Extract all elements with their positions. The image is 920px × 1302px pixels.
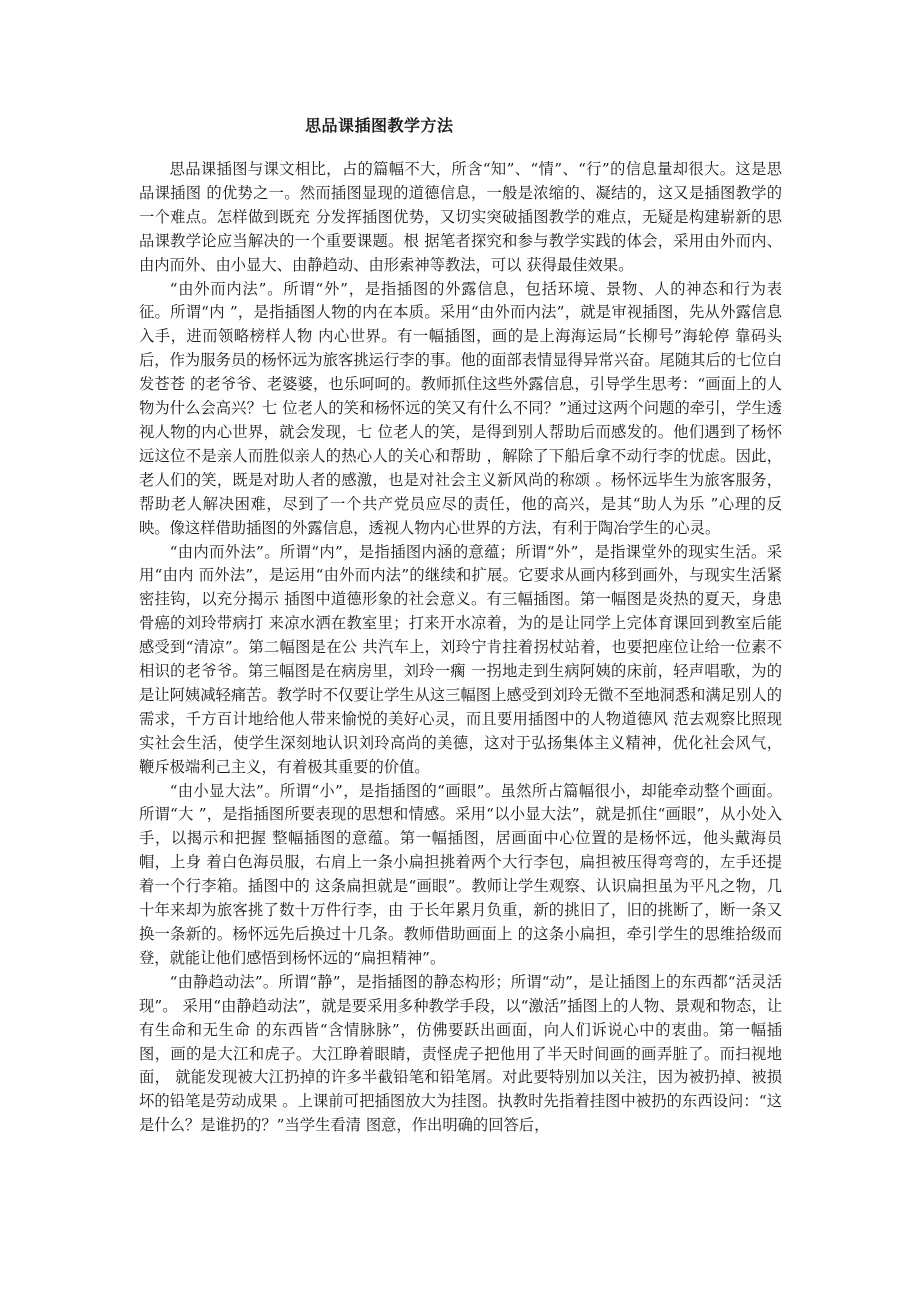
paragraph-inside-out: “由内而外法”。所谓“内”，是指插图内涵的意蕴；所谓“外”，是指课堂外的现实生活。采用“由内 而外法”，是运用“由外而内法”的继续和扩展。它要求从画内移到画外，与现实生活紧密挂钩，以充分揭示 插图中道德形象的社会意义。有三幅插图。第一幅图是炎热的夏天，身患骨癌的刘玲带病打 来凉水洒在教室里；打来开水凉着，为的是让同学上完体育课回到教室后能感受到“清凉”。第二幅图是在公 共汽车上，刘玲宁肯拄着拐杖站着，也要把座位让给一位素不相识的老爷爷。第三幅图是在病房里，刘玲一瘸 一拐地走到生病阿姨的床前，轻声唱歌，为的是让阿姨减轻痛苦。教学时不仅要让学生从这三幅图上感受到刘玲无微不至地洞悉和满足别人的需求，千方百计地给他人带来愉悦的美好心灵，而且要用插图中的人物道德风 范去观察比照现实社会生活，使学生深刻地认识刘玲高尚的美德，这对于弘扬集体主义精神，优化社会风气， 鞭斥极端利己主义，有着极其重要的价值。 bbox=[139, 542, 782, 776]
paragraph-static-to-dynamic: “由静趋动法”。所谓“静”，是指插图的静态构形；所谓“动”，是让插图上的东西都“活灵活现”。 采用“由静趋动法”，就是要采用多种教学手段，以“激活”插图上的人物、景观和物态，让有生命和无生命 的东西皆“含情脉脉”，仿佛要跃出画面，向人们诉说心中的衷曲。第一幅插图，画的是大江和虎子。大江睁着眼睛，责怪虎子把他用了半天时间画的画弄脏了。而扫视地面， 就能发现被大江扔掉的许多半截铅笔和铅笔屑。对此要特别加以关注，因为被扔掉、被损坏的铅笔是劳动成果 。上课前可把插图放大为挂图。执教时先指着挂图中被扔的东西设问：“这是什么？是谁扔的？”当学生看清 图意，作出明确的回答后， bbox=[139, 972, 782, 1135]
paragraph-intro: 思品课插图与课文相比，占的篇幅不大，所含“知”、“情”、“行”的信息量却很大。这是思品课插图 的优势之一。然而插图显现的道德信息，一般是浓缩的、凝结的，这又是插图教学的一个难点。怎样做到既充 分发挥插图优势，又切实突破插图教学的难点，无疑是构建崭新的思品课教学论应当解决的一个重要课题。根 据笔者探究和参与教学实践的体会，采用由外而内、由内而外、由小显大、由静趋动、由形索神等教法，可以 获得最佳效果。 bbox=[139, 160, 782, 274]
document-body bbox=[139, 158, 782, 1138]
document-title: 思品课插图教学方法 bbox=[305, 116, 454, 135]
paragraph-outside-in: “由外而内法”。所谓“外”，是指插图的外露信息，包括环境、景物、人的神态和行为表征。所谓“内 ”，是指插图人物的内在本质。采用“由外而内法”，就是审视插图，先从外露信息入手，进而领略榜样人物 内心世界。有一幅插图，画的是上海海运局“长柳号”海轮停 靠码头后，作为服务员的杨怀远为旅客挑运行李的事。他的面部表情显得异常兴奋。尾随其后的七位白发苍苍 的老爷爷、老婆婆，也乐呵呵的。教师抓住这些外露信息，引导学生思考：“画面上的人物为什么会高兴？七 位老人的笑和杨怀远的笑又有什么不同？”通过这两个问题的牵引，学生透视人物的内心世界，就会发现，七 位老人的笑，是得到别人帮助后而感发的。他们遇到了杨怀远这位不是亲人而胜似亲人的热心人的关心和帮助 ，解除了下船后拿不动行李的忧虑。因此，老人们的笑，既是对助人者的感激，也是对社会主义新风尚的称颂 。杨怀远毕生为旅客服务，帮助老人解决困难，尽到了一个共产党员应尽的责任，他的高兴，是其“助人为乐 ”心理的反映。像这样借助插图的外露信息，透视人物内心世界的方法，有利于陶冶学生的心灵。 bbox=[139, 279, 782, 537]
paragraph-small-to-large: “由小显大法”。所谓“小”，是指插图的“画眼”。虽然所占篇幅很小，却能牵动整个画面。所谓“大 ”，是指插图所要表现的思想和情感。采用“以小显大法”，就是抓住“画眼”，从小处入手，以揭示和把握 整幅插图的意蕴。第一幅插图，居画面中心位置的是杨怀远，他头戴海员帽，上身 着白色海员服，右肩上一条小扁担挑着两个大行李包，扁担被压得弯弯的，左手还提着一个行李箱。插图中的 这条扁担就是“画眼”。教师让学生观察、认识扁担虽为平凡之物，几十年来却为旅客挑了数十万件行李，由 于长年累月负重，新的挑旧了，旧的挑断了，断一条又换一条新的。杨怀远先后换过十几条。教师借助画面上 的这条小扁担，牵引学生的思维拾级而登，就能让他们感悟到杨怀远的“扁担精神”。 bbox=[139, 781, 782, 967]
